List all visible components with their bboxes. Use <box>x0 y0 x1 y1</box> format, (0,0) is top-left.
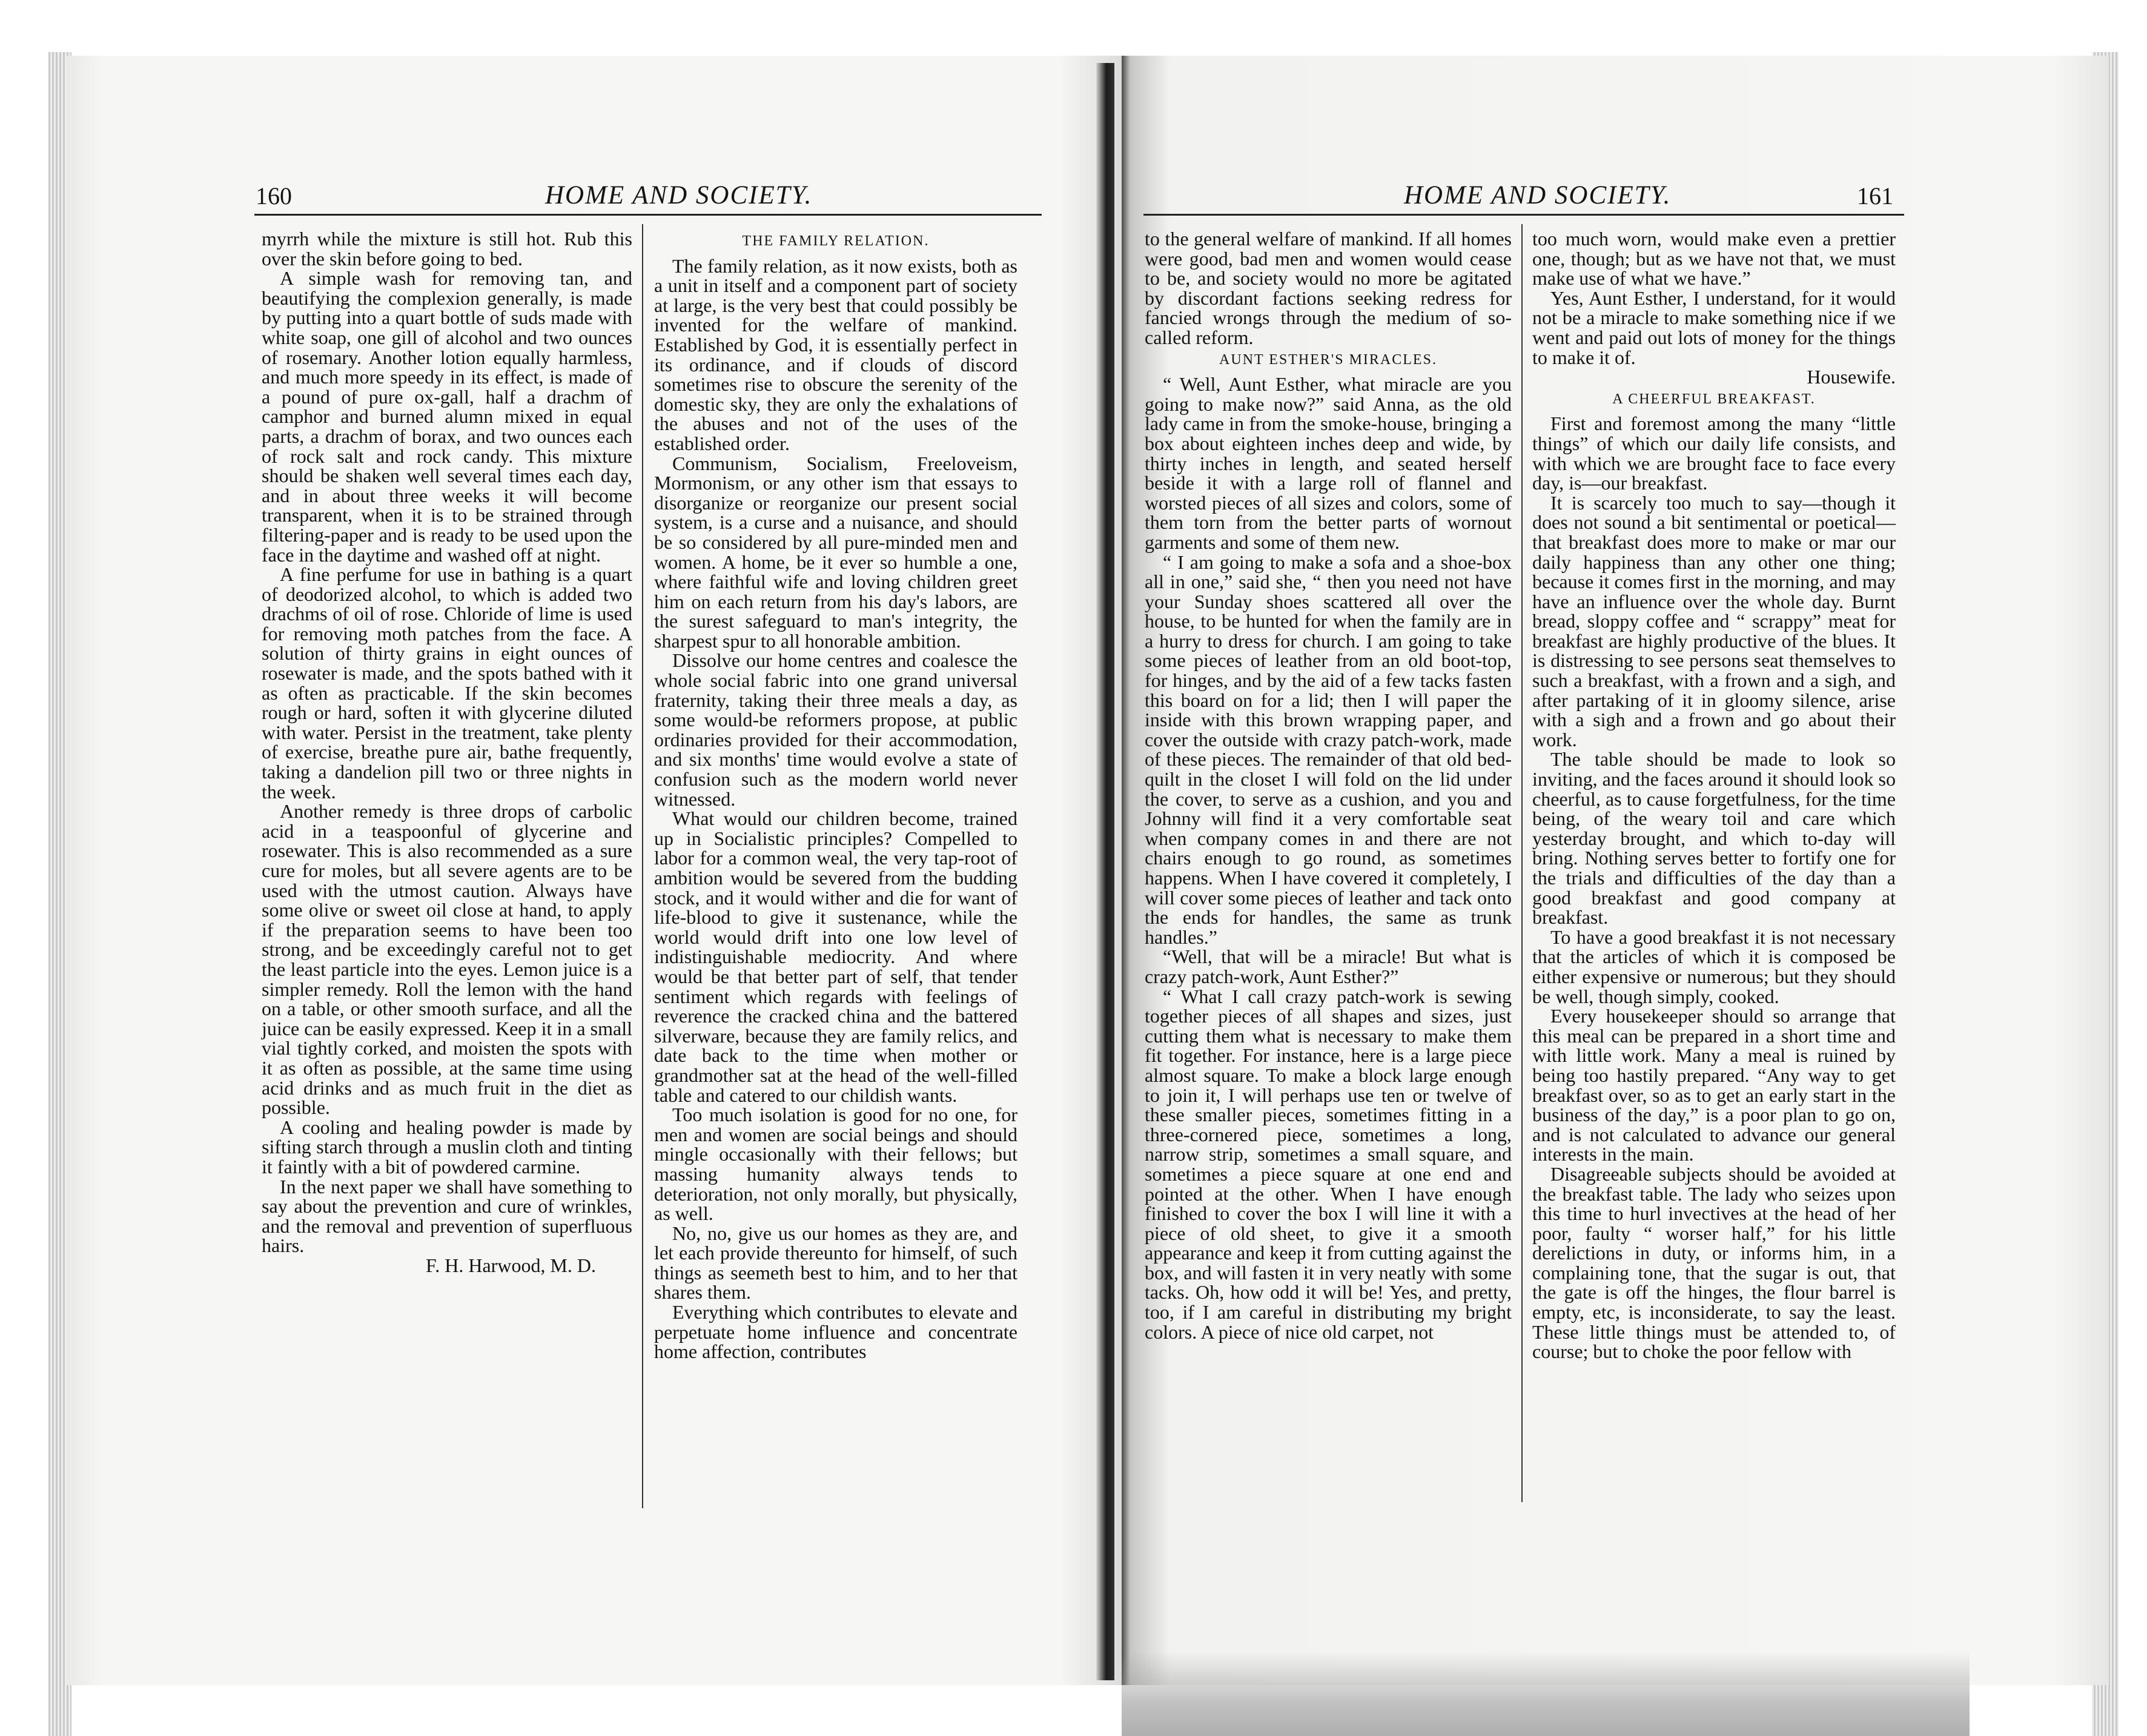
paragraph: The family relation, as it now exists, both as a unit in itself and a component part of society at large, is the very best that could possibly be invented for the welfare of mankind. Established by God, it is essentially perfect in its ordinance, and if clouds of discord sometimes rise to obscure the serenity of the domestic sky, they are only the exhalations of the abuses and not of the uses of the established order. <box>654 254 1017 454</box>
paragraph: To have a good breakfast it is not necessary that the articles of which it is composed be either expensive or numerous; but they should be well, though simply, cooked. <box>1532 926 1896 1007</box>
paragraph: Every housekeeper should so arrange that this meal can be prepared in a short time and with little work. Many a meal is ruined by being too hastily prepared. “Any way to get breakfast over, so as to get an early start in the business of the day,” is a poor plan to go on, and is not calculated to advance our general interests in the main. <box>1532 1005 1896 1165</box>
header-rule-right <box>1143 214 1904 216</box>
paragraph: Yes, Aunt Esther, I understand, for it would not be a miracle to make something nice if we went and paid out lots of money for the things to make it of. <box>1532 287 1896 368</box>
paragraph: “ I am going to make a sofa and a shoe-box all in one,” said she, “ then you need not have your Sunday shoes scattered all over the house, to be hunted for when the family are in a hurry to dress for church. I am going to take some pieces of leather from an old boot-top, for hinges, and by the aid of a few tacks fasten this board on for a lid; then I will paper the inside with this brown wrapping paper, and cover the outside with crazy patch-work, made of these pieces. The remainder of that old bed-quilt in the closet I will fold on the lid under the cover, to serve as a cushion, and you and Johnny will find it a very comfortable seat when company comes in and there are not chairs enough to go round, as sometimes happens. When I have covered it completely, I will cover some pieces of leather and tack onto the ends for handles, the same as trunk handles.” <box>1145 551 1512 948</box>
article-heading: AUNT ESTHER'S MIRACLES. <box>1219 351 1437 368</box>
column-divider-right <box>1521 224 1523 1502</box>
paragraph: “ What I call crazy patch-work is sewing together pieces of all shapes and sizes, just cutting them what is necessary to make them fit together. For instance, here is a large piece almost square. To make a block large enough to join it, I will perhaps use ten or twelve of these smaller pieces, sometimes fitting in a three-cornered piece, sometimes a long, narrow strip, sometimes a small square, and sometimes a piece square at one end and pointed at the other. When I have enough finished to cover the box I will line it with a piece of old sheet, to give it a smooth appearance and keep it from cutting against the box, and will fasten it in very neatly with some tacks. Oh, how odd it will be! Yes, and pretty, too, if I am careful in distributing my bright colors. A piece of nice old carpet, not <box>1145 985 1512 1343</box>
article-heading: A CHEERFUL BREAKFAST. <box>1612 391 1816 407</box>
article-heading: THE FAMILY RELATION. <box>742 233 930 249</box>
column-divider-left <box>642 224 643 1508</box>
paragraph: “ Well, Aunt Esther, what miracle are you going to make now?” said Anna, as the old lady came in from the smoke-house, bringing a box about eighteen inches deep and wide, by thirty inches in length, and seated herself beside it with a large roll of flannel and worsted pieces of all sizes and colors, some of them torn from the better parts of wornout garments and some of them new. <box>1145 373 1512 553</box>
paragraph: No, no, give us our homes as they are, and let each provide thereunto for himself, of such things as seemeth best to him, and to her that shares them. <box>654 1222 1017 1304</box>
author-signature: Housewife. <box>1807 366 1896 388</box>
paragraph: Communism, Socialism, Freeloveism, Mormonism, or any other ism that essays to disorganize or reorganize our present social system, is a curse and a nuisance, and should be so considered by all pure-minded men and women. A home, be it ever so humble a one, where faithful wife and loving children greet him on each return from his day's labors, are the surest safeguard to man's integrity, the sharpest spur to all honorable ambition. <box>654 452 1017 652</box>
paragraph: In the next paper we shall have something to say about the prevention and cure of wrinkles, and the removal and prevention of superfluous hairs. <box>262 1175 632 1257</box>
paragraph: A fine perfume for use in bathing is a quart of deodorized alcohol, to which is added two drachms of oil of rose. Chloride of lime is used for removing moth patches from the face. A solution of thirty grains in eight ounces of rosewater is made, and the spots bathed with it as often as practicable. If the skin becomes rough or hard, soften it with glycerine diluted with water. Persist in the treatment, take plenty of exercise, breathe pure air, bathe frequently, taking a dandelion pill two or three nights in the week. <box>262 563 632 803</box>
paragraph: to the general welfare of mankind. If all homes were good, bad men and women would cease to be, and society would no more be agitated by discordant factions seeking redress for fancied wrongs through the medium of so-called reform. <box>1145 228 1512 348</box>
header-rule-left <box>254 214 1042 216</box>
paragraph: What would our children become, trained up in Socialistic principles? Compelled to labor for a common weal, the very tap-root of ambition would be severed from the budding stock, and it would wither and die for want of life-blood to give it sustenance, while the world would drift into one low level of indistinguishable mediocrity. And where would be that better part of self, that tender sentiment which regards with feelings of reverence the cracked china and the battered silverware, because they are family relics, and date back to the time when mother or grandmother sat at the head of the well-filled table and catered to our childish wants. <box>654 807 1017 1106</box>
paragraph: First and foremost among the many “little things” of which our daily life consists, and with which we are brought face to face every day, is—our breakfast. <box>1532 412 1896 494</box>
paragraph: Too much isolation is good for no one, for men and women are social beings and should mingle occasionally with their fellows; but massing humanity always tends to deterioration, not only morally, but physically, as well. <box>654 1104 1017 1225</box>
paragraph: It is scarcely too much to say—though it does not sound a bit sentimental or poetical—that breakfast does more to make or mar our daily happiness than any other one thing; because it comes first in the morning, and may have an influence over the whole day. Burnt bread, sloppy coffee and “ scrappy” meat for breakfast are highly productive of the blues. It is distressing to see persons seat themselves to such a breakfast, with a frown and a sigh, and after partaking of it in gloomy silence, arise with a sigh and a frown and go about their work. <box>1532 491 1896 750</box>
paragraph: too much worn, would make even a prettier one, though; but as we have not that, we must make use of what we have.” <box>1532 228 1896 290</box>
page-shadow <box>1122 1651 1970 1736</box>
page-number-right: 161 <box>1857 182 1893 210</box>
running-title-left: HOME AND SOCIETY. <box>545 181 813 210</box>
page-number-left: 160 <box>256 182 292 210</box>
right-page-header <box>1143 121 1904 212</box>
paragraph: A simple wash for removing tan, and beautifying the complexion generally, is made by putting into a quart bottle of suds made with white soap, one gill of alcohol and two ounces of rosemary. Another lotion equally harmless, and much more speedy in its effect, is made of a pound of pure ox-gall, half a drachm of camphor and burned alumn mixed in equal parts, a drachm of borax, and two ounces each of rock salt and rock candy. This mixture should be shaken well several times each day, and in about three weeks it will become transparent, when it is to be strained through filtering-paper and is ready to be used upon the face in the daytime and washed off at night. <box>262 267 632 566</box>
paragraph: Everything which contributes to elevate and perpetuate home influence and concentrate home affection, contributes <box>654 1301 1017 1363</box>
left-page-header <box>254 121 1042 212</box>
column-2 <box>654 229 1017 1362</box>
paragraph: The table should be made to look so inviting, and the faces around it should look so cheerful, as to cause forgetfulness, for the time being, of the weary toil and care which yesterday brought, and which to-day will bring. Nothing serves better to fortify one for the trials and difficulties of the day than a good breakfast and good company at breakfast. <box>1532 748 1896 929</box>
paragraph: Another remedy is three drops of carbolic acid in a teaspoonful of glycerine and rosewater. This is also recommended as a sure cure for moles, but all severe agents are to be used with the utmost caution. Always have some olive or sweet oil close at hand, to apply if the preparation seems to have been too strong, and be exceedingly careful not to get the least particle into the eyes. Lemon juice is a simpler remedy. Roll the lemon with the hand on a table, or other smooth surface, and all the juice can be easily expressed. Keep it in a small vial tightly corked, and moisten the spots with it as often as possible, at the same time using acid drinks and as much fruit in the diet as possible. <box>262 800 632 1119</box>
column-4 <box>1532 229 1896 1362</box>
column-3 <box>1145 229 1512 1342</box>
author-signature: F. H. Harwood, M. D. <box>426 1254 596 1276</box>
paragraph: myrrh while the mixture is still hot. Rub this over the skin before going to bed. <box>262 228 632 270</box>
paragraph: “Well, that will be a miracle! But what is crazy patch-work, Aunt Esther?” <box>1145 946 1512 987</box>
paragraph: A cooling and healing powder is made by sifting starch through a muslin cloth and tinting it faintly with a bit of powdered carmine. <box>262 1116 632 1178</box>
paragraph: Disagreeable subjects should be avoided at the breakfast table. The lady who seizes upon this time to hurl invectives at the head of her poor, faulty “ worser half,” for his little derelictions in duty, or informs him, in a complaining tone, that the sugar is out, that the gate is off the hinges, the flour barrel is empty, etc, is inconsiderate, to say the least. These little things must be attended to, of course; but to choke the poor fellow with <box>1532 1162 1896 1363</box>
paragraph: Dissolve our home centres and coalesce the whole social fabric into one grand universal fraternity, taking their three meals a day, as some would-be reformers propose, at public ordinaries provided for their accommodation, and six months' time would evolve a state of confusion such as the modern world never witnessed. <box>654 649 1017 810</box>
book-gutter <box>1096 63 1114 1680</box>
column-1 <box>262 229 632 1275</box>
running-title-right: HOME AND SOCIETY. <box>1404 181 1672 210</box>
